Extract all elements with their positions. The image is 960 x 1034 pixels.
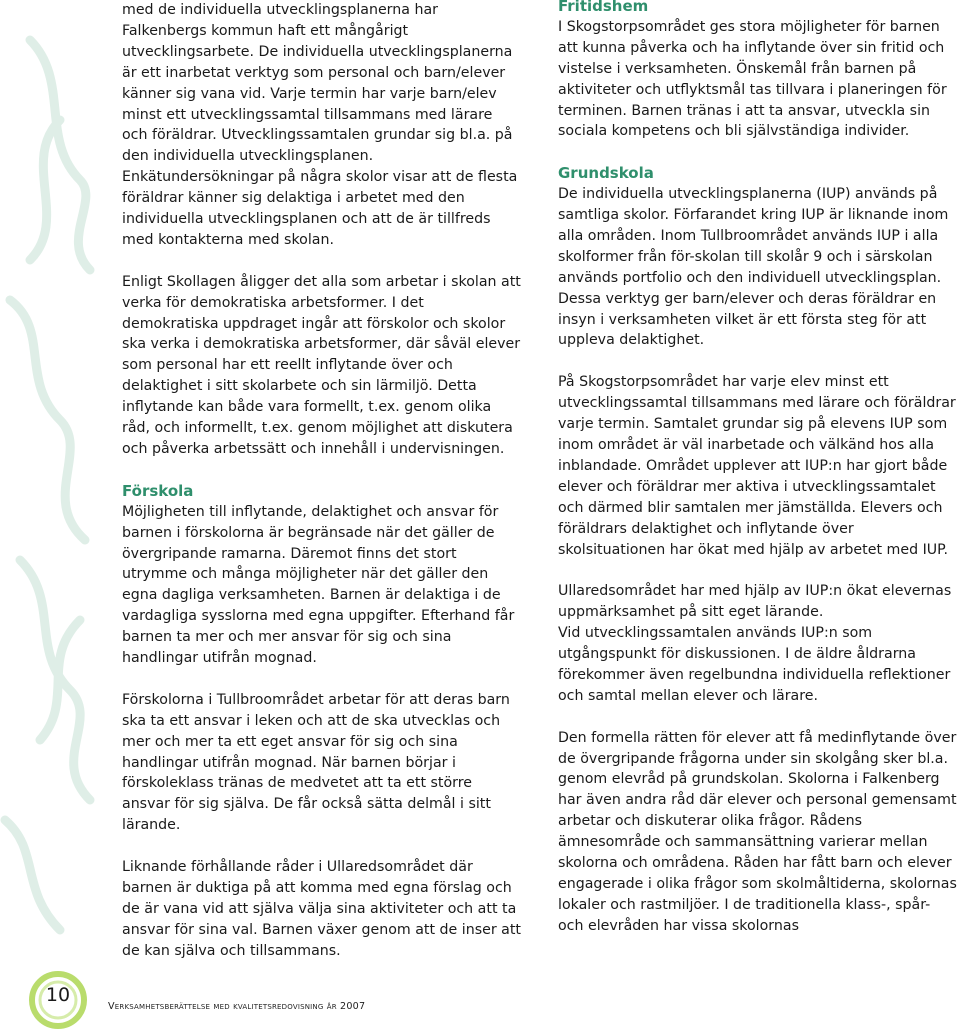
paragraph: Möjligheten till inflytande, delaktighet och ansvar för barnen i förskolorna är begränsade när det gäller de övergripande ramarna. Däremot finns det stort utrymme och många möjligheter när det gäller den egna dagliga verksamheten. Barnen är delaktiga i de vardagliga sysslorna med egna uppgifter. Efterhand får barnen ta mer och mer ansvar för sig och sina handlingar utifrån mognad.	[122, 503, 515, 667]
paragraph: Enligt Skollagen åligger det alla som arbetar i skolan att verka för demokratiska arbetsformer. I det demokratiska uppdraget ingår att förskolor och skolor ska verka i demokratiska arbetsformer, där såväl elever som personal har ett reellt inflytande över och delaktighet i sitt skolarbete och sin lärmiljö. Detta inflytande kan både vara formellt, t.ex. genom olika råd, och informellt, t.ex. genom möjlighet att diskutera och påverka arbetssätt och innehåll i undervisningen.	[122, 273, 521, 458]
paragraph: Förskolorna i Tullbroområdet arbetar för att deras barn ska ta ett ansvar i leken och att de ska utvecklas och mer och mer ta ett eget ansvar för sig och sina handlingar utifrån mognad. När barnen börjar i förskoleklass tränas de medvetet att ta ett större ansvar för sig själva. De får också sätta delmål i sitt lärande.	[122, 691, 510, 834]
page-number: 10	[45, 984, 71, 1006]
section-heading-grundskola: Grundskola	[558, 164, 654, 183]
paragraph: med de individuella utvecklingsplanerna har Falkenbergs kommun haft ett mångårigt utvecklingsarbete. De individuella utvecklingsplanerna är ett inarbetat verktyg som personal och barn/elever känner sig vana vid. Varje termin har varje barn/elev minst ett utvecklingssamtal tillsammans med lärare och föräldrar. Utvecklingssamtalen grundar sig bl.a. på den individuella utvecklingsplanen. Enkätundersökningar på några skolor visar att de flesta föräldrar känner sig delaktiga i arbetet med den individuella utvecklingsplanen och att de är tillfreds med kontakterna med skolan.	[122, 2, 518, 248]
paragraph: Vid utvecklingssamtalen används IUP:n som utgångspunkt för diskussionen. I de äldre åldrarna förekommer även regelbundna individuella reflektioner och samtal mellan elever och lärare.	[558, 625, 951, 704]
running-title: Verksamhetsberättelse med kvalitetsredovisning år 2007	[108, 1001, 366, 1012]
paragraph: Liknande förhållande råder i Ullaredsområdet där barnen är duktiga på att komma med egna förslag och de är vana vid att själva välja sina aktiviteter och att ta ansvar för sina val. Barnen växer genom att de inser att de kan själva och tillsammans.	[122, 859, 521, 959]
right-column	[558, 0, 960, 958]
section-heading-forskola: Förskola	[122, 481, 194, 500]
left-column	[122, 0, 522, 983]
decorative-margin-illustration	[0, 0, 110, 960]
paragraph: Den formella rätten för elever att få medinflytande över de övergripande frågorna under sin skolgång sker bl.a. genom elevråd på grundskolan. Skolorna i Falkenberg har även andra råd där elever och personal gemensamt arbetar och diskuterar olika frågor. Rådens ämnesområde och sammansättning varierar mellan skolorna och områdena. Råden har fått barn och elever engagerade i olika frågor som skolmåltiderna, skolornas lokaler och rastmiljöer. I de traditionella klass-, spår- och elevråden har vissa skolornas	[558, 729, 957, 934]
paragraph: På Skogstorpsområdet har varje elev minst ett utvecklingssamtal tillsammans med lärare och föräldrar varje termin. Samtalet grundar sig på elevens IUP som inom området är väl inarbetade och välkänd hos alla inblandade. Området upplever att IUP:n har gjort både elever och föräldrar mer aktiva i utvecklingssamtalet och därmed blir samtalen mer jämställda. Elevers och föräldrars delaktighet och inflytande över skolsituationen har ökat med hjälp av arbetet med IUP.	[558, 374, 956, 558]
section-heading-fritidshem: Fritidshem	[558, 0, 649, 15]
paragraph: Ullaredsområdet har med hjälp av IUP:n ökat elevernas uppmärksamhet på sitt eget lärande.	[558, 583, 952, 621]
paragraph: I Skogstorpsområdet ges stora möjligheter för barnen att kunna påverka och ha inflytande över sin fritid och vistelse i verksamheten. Önskemål från barnen på aktiviteter och utflyktsmål tas tillvara i planeringen för terminen. Barnen tränas i att ta ansvar, utveckla sin sociala kompetens och bli självständiga individer.	[558, 18, 947, 140]
paragraph: De individuella utvecklingsplanerna (IUP) används på samtliga skolor. Förfarandet kring IUP är liknande inom alla områden. Inom Tullbroområdet används IUP i alla skolformer från för-skolan till skolår 9 och i särskolan används portfolio och den individuell utvecklingsplan. Dessa verktyg ger barn/elever och deras föräldrar en insyn i verksamheten vilket är ett första steg för att uppleva delaktighet.	[558, 186, 949, 349]
